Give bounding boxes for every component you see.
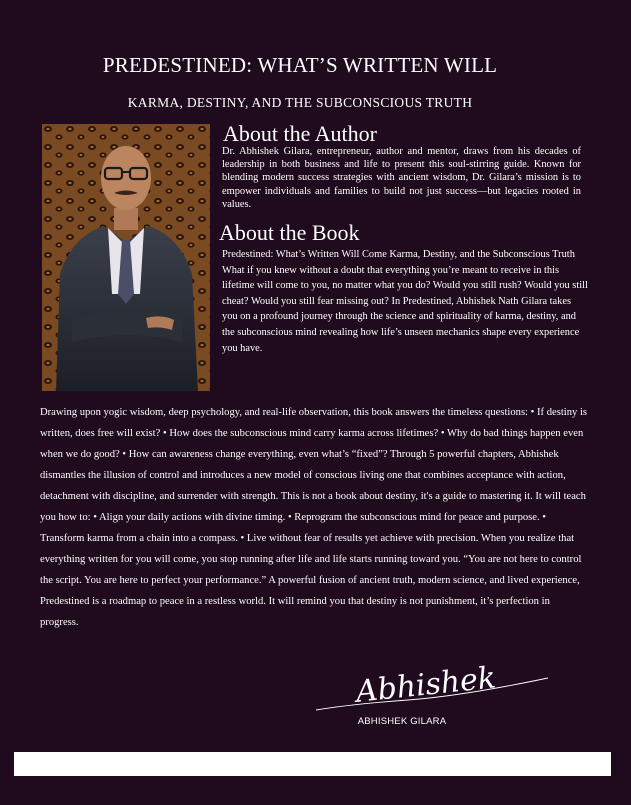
- author-signature: [312, 654, 552, 718]
- about-book-text: Predestined: What’s Written Will Come Karma, Destiny, and the Subconscious Truth What if you knew without a doubt that everything you’re meant to receive in this lifetime will come to you, no matter what you do? Would you still rush? Would you still cheat? Would you still fear missing out? In Predestined, Abhishek Nath Gilara takes you on a profound journey through the science and spirituality of karma, destiny, and the subconscious mind revealing how life’s unseen mechanics shape every experience you have.: [222, 249, 588, 354]
- book-description: Drawing upon yogic wisdom, deep psychology, and real-life observation, this book answers the timeless questions: • If destiny is written, does free will exist? • How does the subconscious mind carry karma across lifetimes? • Why do bad things happen even when we do good? • How can awareness change everything, even what’s “fixed”? Through 5 powerful chapters, Abhishek dismantles the illusion of control and introduces a new model of conscious living one that combines acceptance with action, detachment with discipline, and surrender with strength. This is not a book about destiny, it's a guide to mastering it. It will teach you how to: • Align your daily actions with divine timing. • Reprogram the subconscious mind for peace and purpose. • Transform karma from a chain into a compass. • Live without fear of results yet achieve with precision. When you realize that everything written for you will come, you stop running after life and life starts running toward you. “You are not here to control the script. You are here to perfect your performance.” A powerful fusion of ancient truth, modern science, and lived experience, Predestined is a roadmap to peace in a restless world. It will remind you that destiny is not punishment, it’s perfection in progress.: [40, 407, 588, 628]
- about-author-text: Dr. Abhishek Gilara, entrepreneur, author and mentor, draws from his decades of leadership in both business and life to present this soul-stirring guide. Known for blending modern success strategies with ancient wisdom, Dr. Gilara’s mission is to empower individuals and families to build not just success—but legacies rooted in values.: [222, 146, 581, 210]
- signature-name: ABHISHEK GILARA: [357, 716, 447, 727]
- about-author-heading: About the Author: [223, 121, 377, 146]
- book-subtitle: KARMA, DESTINY, AND THE SUBCONSCIOUS TRUTH: [127, 95, 473, 110]
- about-book-heading: About the Book: [219, 220, 360, 245]
- author-portrait: [42, 124, 210, 391]
- signature-script: Abhishek: [354, 660, 498, 710]
- book-title: PREDESTINED: WHAT’S WRITTEN WILL: [102, 53, 498, 77]
- footer-bar: [14, 752, 611, 776]
